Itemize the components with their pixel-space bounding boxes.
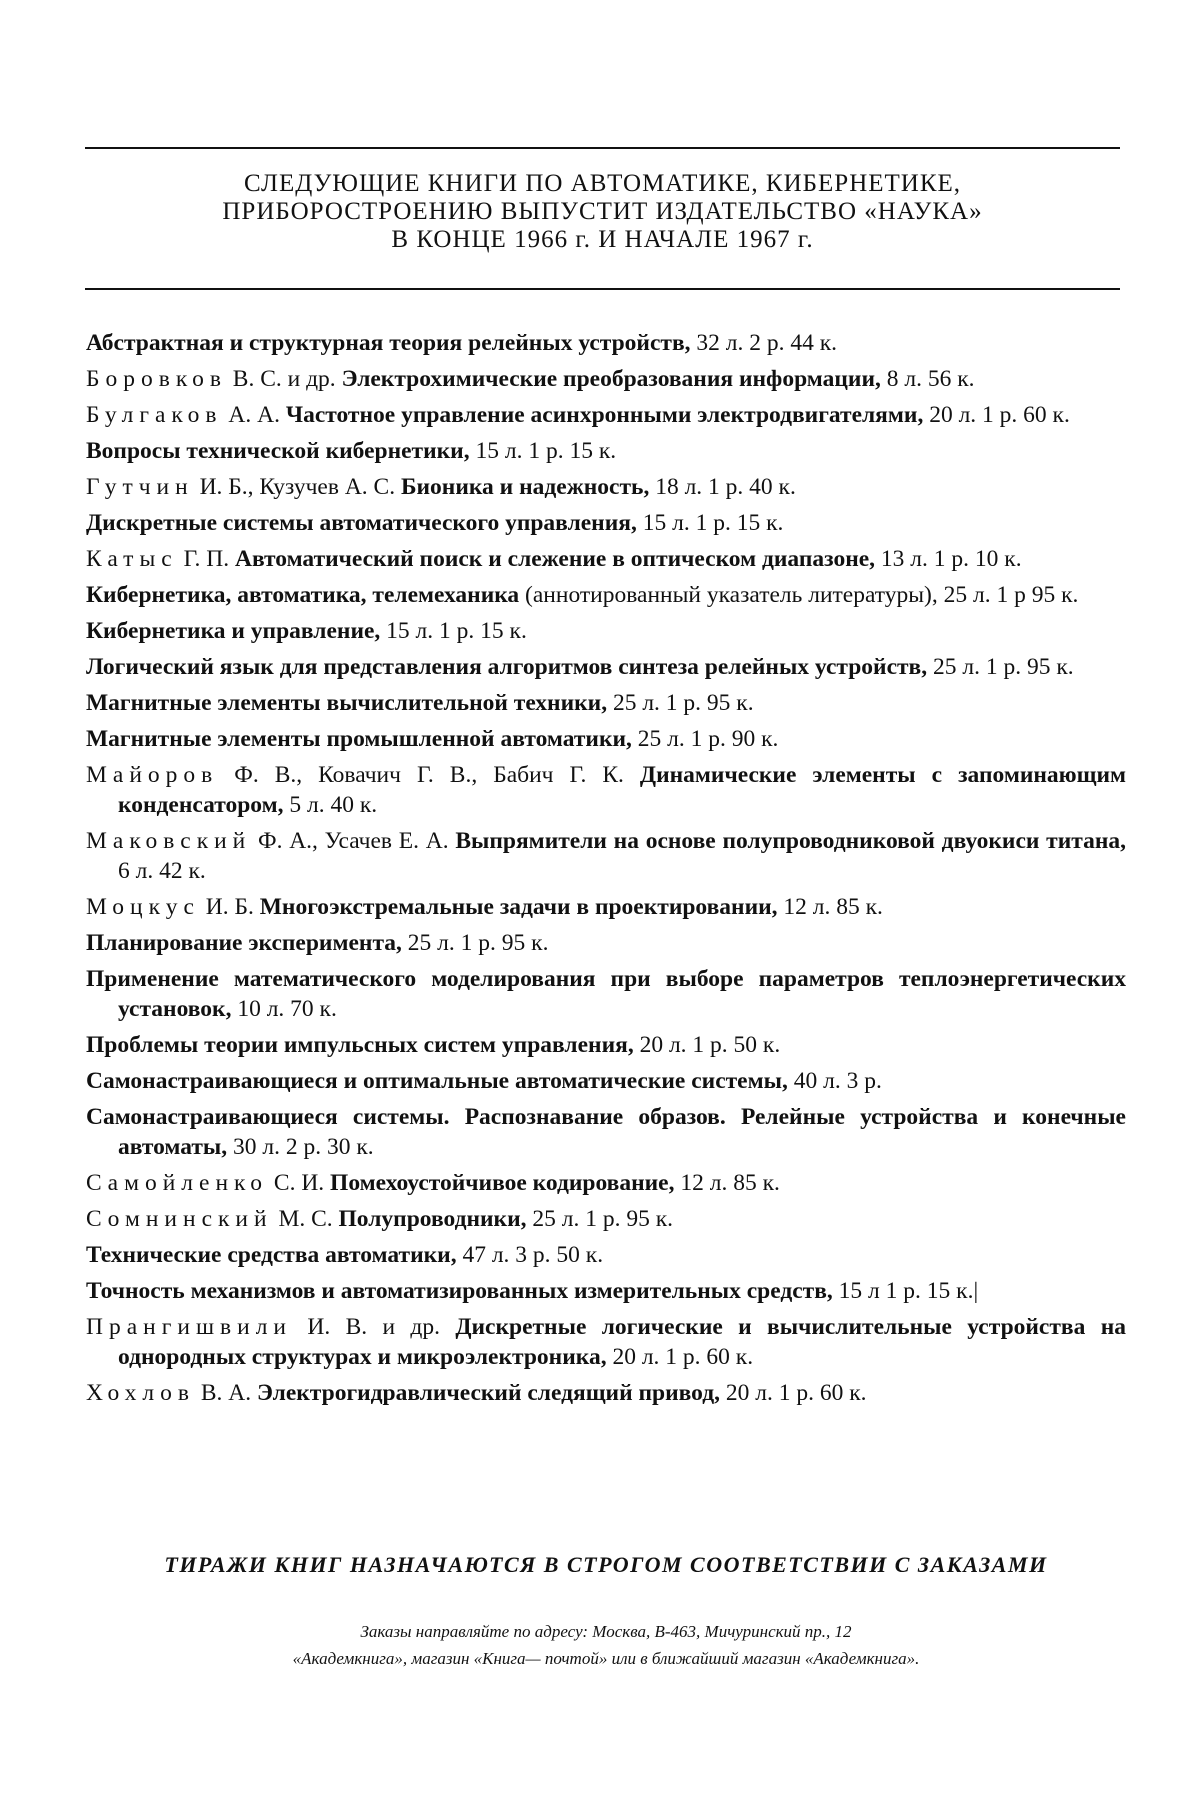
book-details: 12 л. 85 к.	[674, 1170, 780, 1196]
book-author-rest: Ф. В., Ковачич Г. В., Бабич Г. К.	[218, 762, 624, 788]
order-shop: «Академкнига», магазин «Книга— почтой» или в ближайший магазин «Академкнига».	[292, 1649, 920, 1668]
book-author-rest: М. С.	[272, 1206, 333, 1232]
book-author-rest: В. А.	[194, 1380, 252, 1406]
book-entry	[86, 1204, 1126, 1234]
book-title: Проблемы теории импульсных систем управления,	[86, 1032, 634, 1058]
book-entry	[86, 928, 1126, 958]
book-details: 25 л. 1 р. 95 к.	[607, 690, 754, 716]
book-title: Бионика и надежность,	[395, 474, 650, 500]
book-details: 47 л. 3 р. 50 к.	[456, 1242, 604, 1268]
book-title: Абстрактная и структурная теория релейных устройств,	[86, 330, 691, 356]
book-entry	[86, 964, 1126, 1024]
book-title: Автоматический поиск и слежение в оптическом диапазоне,	[229, 546, 876, 572]
book-author-rest: А. А.	[222, 402, 280, 428]
book-details: 5 л. 40 к.	[283, 792, 378, 818]
book-entry	[86, 328, 1126, 358]
book-author: Боровков	[86, 366, 227, 392]
book-author: Катыс	[86, 546, 178, 572]
book-title: Частотное управление асинхронными электродвигателями,	[279, 402, 924, 428]
book-author-rest: Ф. А., Усачев Е. А.	[251, 828, 449, 854]
book-author: Самойленко	[86, 1170, 269, 1196]
book-author: Маковский	[86, 828, 252, 854]
book-entry	[86, 616, 1126, 646]
book-details: 32 л. 2 р. 44 к.	[690, 330, 838, 356]
book-entry	[86, 760, 1126, 820]
book-entry	[86, 724, 1126, 754]
book-author-rest: И. Б.	[199, 894, 254, 920]
book-title: Многоэкстремальные задачи в проектировании,	[253, 894, 778, 920]
book-author: Булгаков	[86, 402, 223, 428]
book-author: Сомнинский	[86, 1206, 273, 1232]
book-entry	[86, 1276, 1126, 1306]
book-entry	[86, 1378, 1126, 1408]
book-details: 25 л. 1 р. 95 к.	[526, 1206, 674, 1232]
book-details: 8 л. 56 к.	[880, 366, 975, 392]
book-details: 30 л. 2 р. 30 к.	[227, 1134, 374, 1160]
bottom-rule	[85, 288, 1120, 290]
book-title: Динамические элементы с запоминающим конденсатором,	[118, 762, 1126, 818]
heading-line-2: ПРИБОРОСТРОЕНИЮ ВЫПУСТИТ ИЗДАТЕЛЬСТВО «НАУКА»	[222, 198, 983, 225]
book-title: Дискретные системы автоматического управления,	[86, 510, 637, 536]
book-details: 15 л. 1 р. 15 к.	[469, 438, 617, 464]
book-entry	[86, 544, 1126, 574]
book-details: 40 л. 3 р.	[787, 1068, 882, 1094]
book-entry	[86, 508, 1126, 538]
order-address: Заказы направляйте по адресу: Москва, В-463, Мичуринский пр., 12	[360, 1622, 852, 1641]
heading-line-3: В КОНЦЕ 1966 г. И НАЧАЛЕ 1967 г.	[391, 226, 814, 253]
book-author: Прангишвили	[86, 1314, 293, 1340]
book-details: (аннотированный указатель литературы), 25 л. 1 р 95 к.	[519, 582, 1079, 608]
book-title: Технические средства автоматики,	[86, 1242, 457, 1268]
book-title: Логический язык для представления алгоритмов синтеза релейных устройств,	[86, 654, 928, 680]
circulation-note: ТИРАЖИ КНИГ НАЗНАЧАЮТСЯ В СТРОГОМ СООТВЕТСТВИИ С ЗАКАЗАМИ	[164, 1552, 1048, 1577]
book-details: 20 л. 1 р. 60 к.	[923, 402, 1070, 428]
book-title: Самонастраивающиеся и оптимальные автоматические системы,	[86, 1068, 788, 1094]
book-details: 18 л. 1 р. 40 к.	[649, 474, 796, 500]
book-details: 20 л. 1 р. 60 к.	[606, 1344, 754, 1370]
book-author: Моцкус	[86, 894, 200, 920]
book-entry	[86, 652, 1126, 682]
book-title: Электрогидравлический следящий привод,	[251, 1380, 721, 1406]
book-details: 6 л. 42 к.	[118, 858, 206, 884]
book-title: Электрохимические преобразования информации,	[335, 366, 881, 392]
book-entry	[86, 364, 1126, 394]
book-details: 20 л. 1 р. 60 к.	[720, 1380, 867, 1406]
book-details: 10 л. 70 к.	[231, 996, 337, 1022]
book-entry	[86, 400, 1126, 430]
book-details: 20 л. 1 р. 50 к.	[633, 1032, 781, 1058]
book-entry	[86, 892, 1126, 922]
book-entry	[86, 1240, 1126, 1270]
book-title: Вопросы технической кибернетики,	[86, 438, 470, 464]
book-author: Хохлов	[86, 1380, 195, 1406]
book-author: Майоров	[86, 762, 219, 788]
book-list	[86, 328, 1126, 1414]
book-title: Полупроводники,	[332, 1206, 527, 1232]
book-title: Выпрямители на основе полупроводниковой двуокиси титана,	[448, 828, 1126, 854]
heading-line-1: СЛЕДУЮЩИЕ КНИГИ ПО АВТОМАТИКЕ, КИБЕРНЕТИКЕ,	[243, 170, 962, 197]
book-details: 13 л. 1 р. 10 к.	[875, 546, 1022, 572]
book-entry	[86, 580, 1126, 610]
book-entry	[86, 1102, 1126, 1162]
book-title: Магнитные элементы промышленной автоматики,	[86, 726, 632, 752]
order-info	[86, 1618, 1126, 1672]
top-rule	[85, 147, 1120, 149]
book-details: 15 л. 1 р. 15 к.	[636, 510, 784, 536]
book-details: 25 л. 1 р. 95 к.	[401, 930, 549, 956]
book-author-rest: С. И.	[268, 1170, 325, 1196]
book-entry	[86, 1066, 1126, 1096]
book-details: 15 л. 1 р. 15 к.	[380, 618, 527, 644]
book-title: Самонастраивающиеся системы. Распознавание образов. Релейные устройства и конечные автоматы,	[86, 1104, 1126, 1160]
book-details: 15 л 1 р. 15 к.|	[832, 1278, 979, 1304]
book-entry	[86, 1312, 1126, 1372]
book-author-rest: В. С. и др.	[226, 366, 336, 392]
book-title: Кибернетика, автоматика, телемеханика	[86, 582, 520, 608]
book-entry	[86, 472, 1126, 502]
book-entry	[86, 1030, 1126, 1060]
page-heading	[85, 170, 1120, 254]
book-author-rest: И. В. и др.	[292, 1314, 440, 1340]
book-title: Планирование эксперимента,	[86, 930, 402, 956]
book-title: Точность механизмов и автоматизированных измерительных средств,	[86, 1278, 833, 1304]
book-title: Кибернетика и управление,	[86, 618, 381, 644]
book-details: 25 л. 1 р. 95 к.	[927, 654, 1074, 680]
book-author-rest: И. Б., Кузучев А. С.	[193, 474, 396, 500]
book-author-rest: Г. П.	[177, 546, 230, 572]
book-author: Гутчин	[86, 474, 194, 500]
book-title: Магнитные элементы вычислительной техники,	[86, 690, 608, 716]
book-title: Помехоустойчивое кодирование,	[324, 1170, 675, 1196]
book-title: Применение математического моделирования при выборе параметров теплоэнергетических установок,	[86, 966, 1126, 1022]
book-title: Дискретные логические и вычислительные устройства на однородных структурах и микроэлектроника,	[118, 1314, 1126, 1370]
book-entry	[86, 688, 1126, 718]
book-details: 25 л. 1 р. 90 к.	[631, 726, 779, 752]
book-entry	[86, 826, 1126, 886]
book-entry	[86, 1168, 1126, 1198]
book-details: 12 л. 85 к.	[777, 894, 883, 920]
book-entry	[86, 436, 1126, 466]
